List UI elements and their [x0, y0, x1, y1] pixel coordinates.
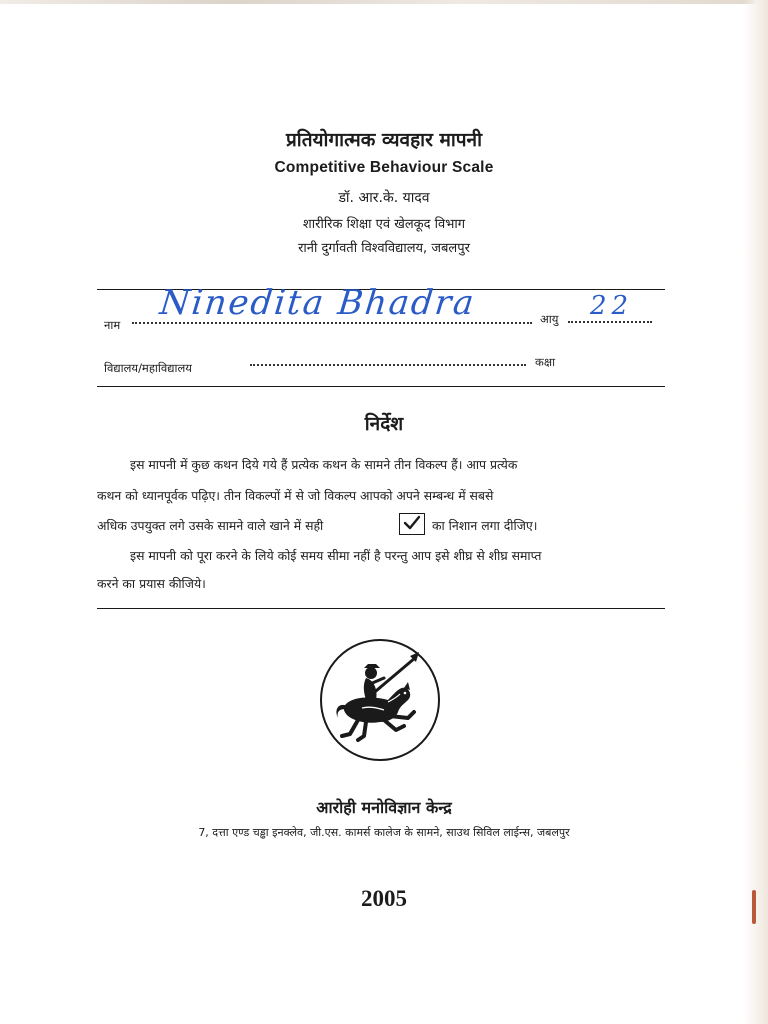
scale-title-hindi: प्रतियोगात्मक व्यवहार मापनी — [285, 129, 483, 151]
university-name: रानी दुर्गावती विश्वविद्यालय, जबलपुर — [298, 241, 470, 256]
instructions-line-2: कथन को ध्यानपूर्वक पढ़िए। तीन विकल्पों में से जो विकल्प आपको अपने सम्बन्ध में सबसे — [97, 488, 494, 503]
age-handwritten-value[interactable]: 22 — [590, 291, 634, 321]
checkmark-icon — [402, 515, 422, 531]
publisher-address: 7, दत्ता एण्ड चड्ढा इनक्लेव, जी.एस. कामर्स कालेज के सामने, साउथ सिविल लाईन्स, जबलपुर — [198, 826, 570, 839]
age-label: आयु — [540, 312, 559, 326]
scale-title-english: Competitive Behaviour Scale — [274, 159, 494, 176]
name-label: नाम — [104, 318, 121, 332]
instructions-line-3-end: का निशान लगा दीजिए। — [432, 518, 538, 533]
school-dotted-line[interactable] — [250, 364, 526, 366]
paper-top-edge — [0, 0, 768, 4]
school-label: विद्यालय/महाविद्यालय — [104, 361, 192, 375]
department-name: शारीरिक शिक्षा एवं खेलकूद विभाग — [302, 217, 466, 232]
publisher-name: आरोही मनोविज्ञान केन्द्र — [316, 798, 452, 817]
age-dotted-line — [568, 321, 652, 323]
checkmark-box — [399, 513, 425, 535]
instructions-line-3-start: अधिक उपयुक्त लगे उसके सामने वाले खाने में सही — [97, 518, 324, 533]
divider-middle — [97, 386, 665, 387]
name-handwritten-value[interactable]: Ninedita Bhadra — [157, 283, 478, 323]
instructions-line-5: करने का प्रयास कीजिये। — [97, 576, 206, 591]
horse-rider-emblem-icon — [318, 638, 442, 762]
instructions-line-4: इस मापनी को पूरा करने के लिये कोई समय सीमा नहीं है परन्तु आप इसे शीघ्र से शीघ्र समाप्त — [130, 548, 542, 563]
divider-bottom — [97, 608, 665, 609]
author-name: डॉ. आर.के. यादव — [338, 190, 430, 206]
publication-year: 2005 — [361, 886, 407, 911]
paper-right-edge — [744, 0, 768, 1024]
instructions-heading: निर्देश — [364, 413, 404, 435]
class-label: कक्षा — [535, 355, 556, 369]
instructions-line-1: इस मापनी में कुछ कथन दिये गये हैं प्रत्येक कथन के सामने तीन विकल्प हैं। आप प्रत्येक — [130, 457, 518, 472]
